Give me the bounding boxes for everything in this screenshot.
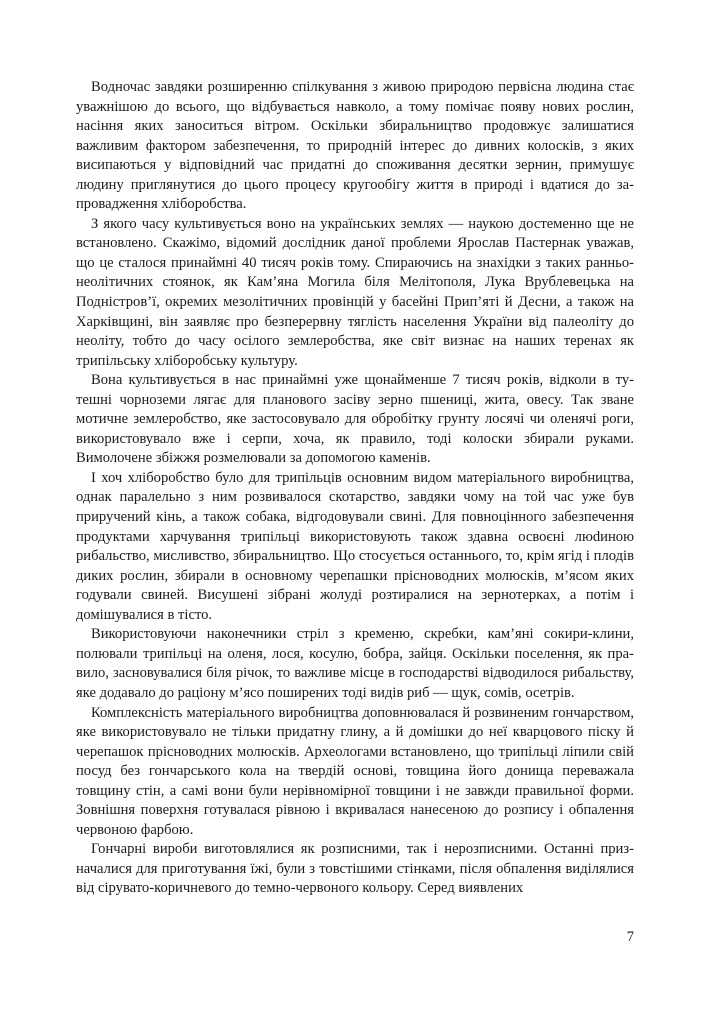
page-body bbox=[76, 78, 634, 899]
paragraph-5: Використовуючи наконечники стріл з кременю, скребки, кам’яні сокири-клини, полювали трипільці на оленя, лося, косулю, бобра, зайця. Оскільки поселення, як правило, засновувалися біля річок, то важливе місце в господарстві відводилося рибальству, яке додавало до раціону м’ясо поширених тоді видів риб — щук, сомів, осетрів. bbox=[76, 626, 634, 701]
paragraph-2: З якого часу культивується воно на українських землях — наукою достеменно ще не встановлено. Скажімо, відомий дослідник даної проблеми Ярослав Пастернак уважав, що це сталося принаймні 40 тисяч років тому. Спираючись на знахідки з таких ранньо-неолітичних стоянок, як Кам’яна Могила біля Мелітополя, Лука Врублевецька на Подністров’ї, окремих мезолітичних провінцій у басейні Прип’яті й Десни, а також на Харківщині, він заявляє про безперервну тяглість населення України від палеоліту до неоліту, тобто до часу осілого землеробства, яке світ визнає на наших теренах як трипільську хліборобську культуру. bbox=[76, 215, 634, 369]
paragraph-6: Комплексність матеріального виробництва доповнювалася й розвиненим гончарством, яке використовувало не тільки придатну глину, а й домішки до неї кварцового піску й черепашок прісноводних молюсків. Археологами встановлено, що трипільці ліпили свій посуд без гончарського кола на твердій основі, товщина його донища переважала товщину стін, а самі вони були нерівномірної товщини і не завжди правильної форми. Зовнішня поверхня готувалася рівною і вкривалася нанесеною до розпису і обпалення червоною фарбою. bbox=[76, 704, 634, 838]
paragraph-4: І хоч хліборобство було для трипільців основним видом матеріального виробництва, однак паралельно з ним розвивалося скотарство, завдяки чому на той час уже був приручений кінь, а також собака, відгодовували свині. Для повноцінного забезпечення продуктами харчування трипільці використовують також здавна освоєні люdиною рибальство, мисливство, збиральництво. Що стосується останнього, то, крім ягід і плодів диких рослин, збирали в основному черепашки прісноводних молюсків, м’ясом яких годували свиней. Висушені зібрані жолуді розтиралися на зернотерках, а потім і домішувалися в тісто. bbox=[76, 469, 634, 623]
page-number: 7 bbox=[626, 929, 634, 945]
paragraph-1: Водночас завдяки розширенню спілкування з живою природою первісна людина стає уважнішою до всього, що відбувається навколо, а тому помічає появу нових рослин, насіння яких заноситься вітром. Оскільки збиральництво продовжує залишатися важливим фактором забезпечення, то природній інтерес до дивних колосків, з яких висипаються у відповідний час придатні до споживання десятки зернин, примушує людину приглянутися до цього процесу кругообігу життя в природі і вдатися до запровадження хліборобства. bbox=[76, 79, 634, 213]
paragraph-7: Гончарні вироби виготовлялися як розписними, так і нерозписними. Останні призначалися для приготування їжі, були з товстішими стінками, після обпалення виділялися від сірувато-коричневого до темно-червоного кольору. Серед виявлених bbox=[76, 841, 634, 897]
paragraph-3: Вона культивується в нас принаймні уже щонайменше 7 тисяч років, відколи в тутешні чорноземи лягає для планового засіву зерно пшениці, жита, овесу. Так зване мотичне землеробство, яке застосовувало для обробітку грунту лосячі чи оленячі роги, використовувало вже і серпи, хоча, як правило, тоді колоски збирали руками. Вимолочене збіжжя розмелювали за допомогою каменів. bbox=[76, 372, 634, 467]
